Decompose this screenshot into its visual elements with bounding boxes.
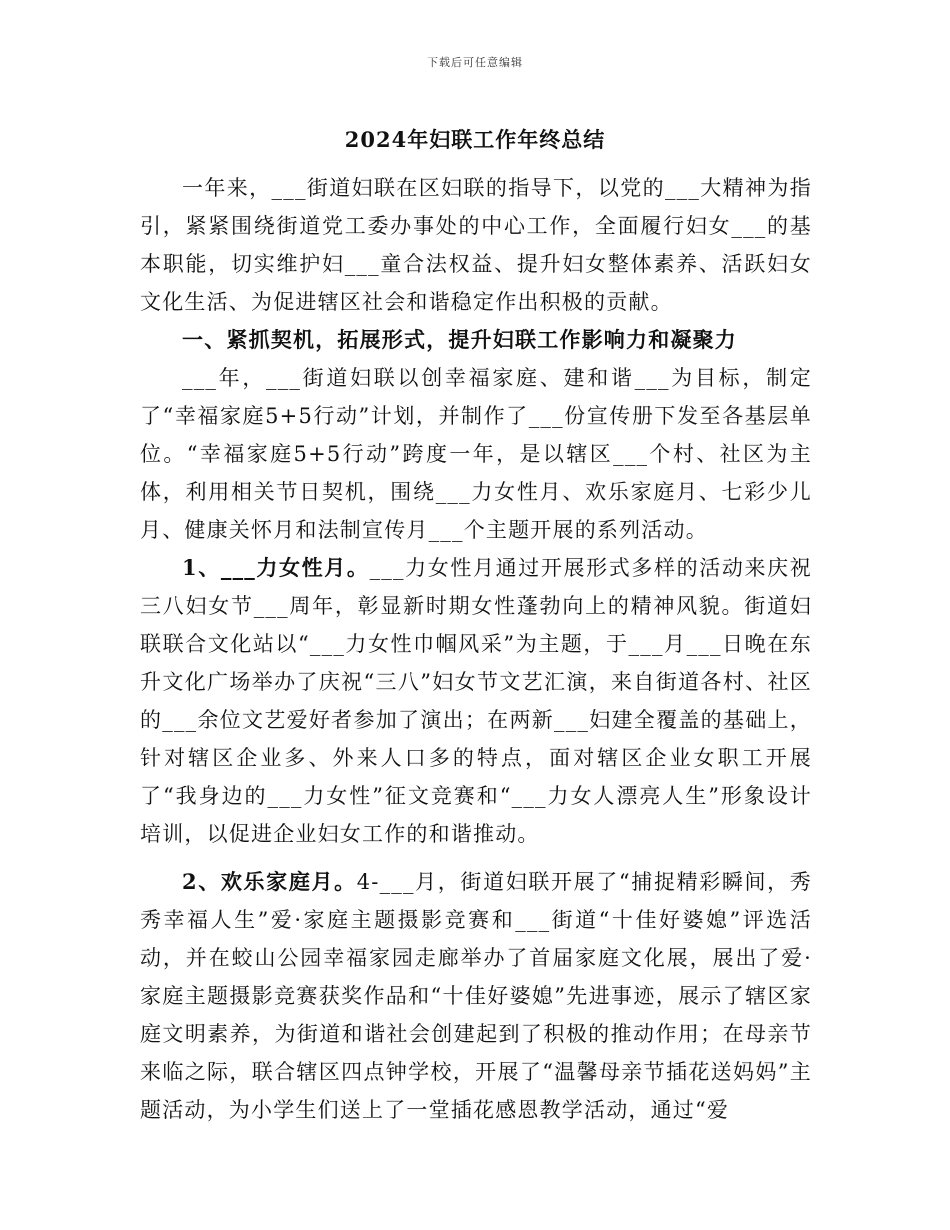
document-title: 2024年妇联工作年终总结 (344, 127, 606, 152)
item-2-lead: 2、欢乐家庭月。 (182, 869, 357, 894)
header-note: 下载后可任意编辑 (427, 56, 523, 69)
item-1-text: ___力女性月通过开展形式多样的活动来庆祝三八妇女节___周年，彰显新时期女性蓬勃向上的精神风貌。街道妇联联合文化站以“___力女性巾帼风采”为主题，于___月___日晚在东升文化广场举办了庆祝“三八”妇女节文艺汇演，来自街道各村、社区的___余位文艺爱好者参加了演出；在两新___妇建全覆盖的基础上，针对辖区企业多、外来人口多的特点，面对辖区企业女职工开展了“我身边的___力女性”征文竞赛和“___力女人漂亮人生”形象设计培训，以促进企业妇女工作的和谐推动。 (140, 556, 812, 846)
item-2-paragraph (140, 863, 812, 1129)
item-1-paragraph (140, 549, 812, 853)
paragraph-gap (140, 853, 812, 863)
item-2-text: 4-___月，街道妇联开展了“捕捉精彩瞬间，秀秀幸福人生”爱·家庭主题摄影竞赛和___街道“十佳好婆媳”评选活动，并在蛟山公园幸福家园走廊举办了首届家庭文化展，展出了爱·家庭主题摄影竞赛获奖作品和“十佳好婆媳”先进事迹，展示了辖区家庭文明素养，为街道和谐社会创建起到了积极的推动作用；在母亲节来临之际，联合辖区四点钟学校，开展了“温馨母亲节插花送妈妈”主题活动，为小学生们送上了一堂插花感恩教学活动，通过“爱 (140, 870, 812, 1122)
section-1-paragraph: ___年，___街道妇联以创幸福家庭、建和谐___为目标，制定了“幸福家庭5+5行动”计划，并制作了___份宣传册下发至各基层单位。“幸福家庭5+5行动”跨度一年，是以辖区___个村、社区为主体，利用相关节日契机，围绕___力女性月、欢乐家庭月、七彩少儿月、健康关怀月和法制宣传月___个主题开展的系列活动。 (140, 366, 812, 542)
document-body (140, 169, 812, 1129)
section-1-heading: 一、紧抓契机，拓展形式，提升妇联工作影响力和凝聚力 (182, 327, 737, 352)
intro-paragraph: 一年来，___街道妇联在区妇联的指导下，以党的___大精神为指引，紧紧围绕街道党工委办事处的中心工作，全面履行妇女___的基本职能，切实维护妇___童合法权益、提升妇女整体素养、活跃妇女文化生活、为促进辖区社会和谐稳定作出积极的贡献。 (140, 176, 812, 314)
item-1-lead: 1、___力女性月。 (182, 555, 370, 580)
